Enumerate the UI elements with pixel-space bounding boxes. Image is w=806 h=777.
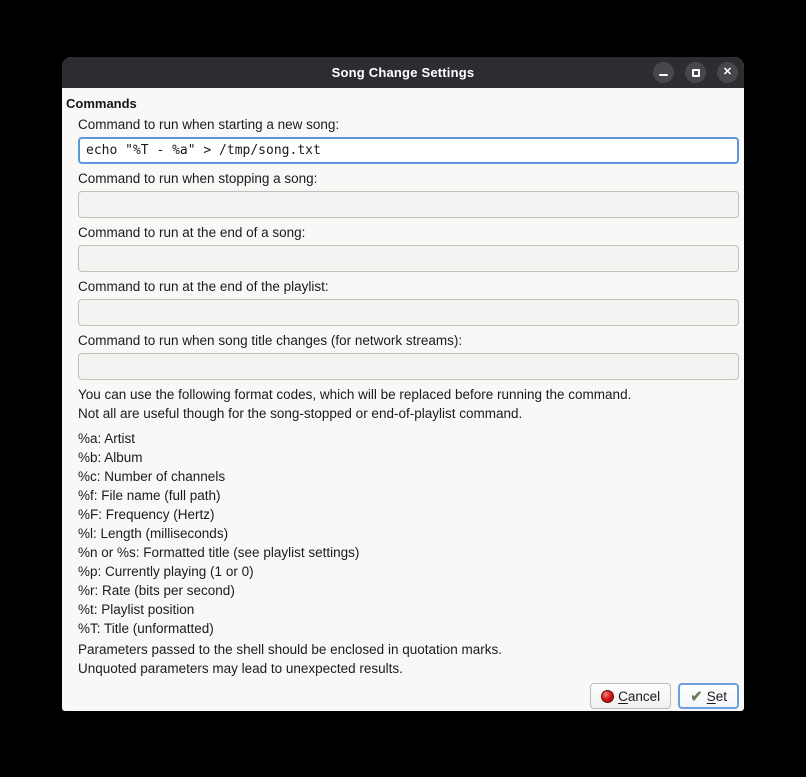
title-change-command-input[interactable] <box>78 353 739 380</box>
footer-notes <box>62 640 744 678</box>
stop-song-command-input[interactable] <box>78 191 739 218</box>
window-title: Song Change Settings <box>331 65 475 80</box>
maximize-icon <box>692 69 700 77</box>
titlebar[interactable] <box>62 57 744 88</box>
new-song-command-label: Command to run when starting a new song: <box>78 117 340 132</box>
format-code-album: %b: Album <box>78 450 143 465</box>
format-code-title-unformatted: %T: Title (unformatted) <box>78 621 214 636</box>
format-code-filename: %f: File name (full path) <box>78 488 221 503</box>
format-codes-list <box>62 429 744 638</box>
format-code-currently-playing: %p: Currently playing (1 or 0) <box>78 564 254 579</box>
cancel-button-label: Cancel <box>618 688 661 704</box>
format-codes-intro-line-2: Not all are useful though for the song-stopped or end-of-playlist command. <box>78 406 523 421</box>
format-code-playlist-position: %t: Playlist position <box>78 602 195 617</box>
minimize-button[interactable] <box>653 62 674 83</box>
window-controls <box>653 57 738 88</box>
stop-song-command-label: Command to run when stopping a song: <box>78 171 318 186</box>
end-of-playlist-command-input[interactable] <box>78 299 739 326</box>
end-of-song-command-label: Command to run at the end of a song: <box>78 225 306 240</box>
close-icon: ✕ <box>722 66 733 78</box>
format-code-length: %l: Length (milliseconds) <box>78 526 229 541</box>
song-change-settings-window <box>62 57 744 711</box>
end-of-song-command-input[interactable] <box>78 245 739 272</box>
dialog-actions <box>62 683 739 709</box>
new-song-command-input[interactable] <box>78 137 739 164</box>
cancel-button[interactable] <box>590 683 671 709</box>
minimize-icon <box>659 74 668 76</box>
commands-section-title: Commands <box>66 96 137 111</box>
maximize-button[interactable] <box>685 62 706 83</box>
stop-icon <box>601 690 614 703</box>
end-of-playlist-command-label: Command to run at the end of the playlist: <box>78 279 329 294</box>
format-code-artist: %a: Artist <box>78 431 136 446</box>
checkmark-icon: ✔ <box>690 687 703 705</box>
format-code-rate: %r: Rate (bits per second) <box>78 583 235 598</box>
set-button-label: Set <box>706 688 727 704</box>
title-change-command-label: Command to run when song title changes (for network streams): <box>78 333 463 348</box>
format-code-formatted-title: %n or %s: Formatted title (see playlist settings) <box>78 545 360 560</box>
close-button[interactable] <box>717 62 738 83</box>
footer-note-line-1: Parameters passed to the shell should be enclosed in quotation marks. <box>78 642 502 657</box>
format-code-channels: %c: Number of channels <box>78 469 226 484</box>
format-code-frequency: %F: Frequency (Hertz) <box>78 507 215 522</box>
format-codes-intro-line-1: You can use the following format codes, which will be replaced before running the command. <box>78 387 632 402</box>
set-button[interactable] <box>678 683 739 709</box>
dialog-content <box>62 88 744 709</box>
footer-note-line-2: Unquoted parameters may lead to unexpected results. <box>78 661 403 676</box>
